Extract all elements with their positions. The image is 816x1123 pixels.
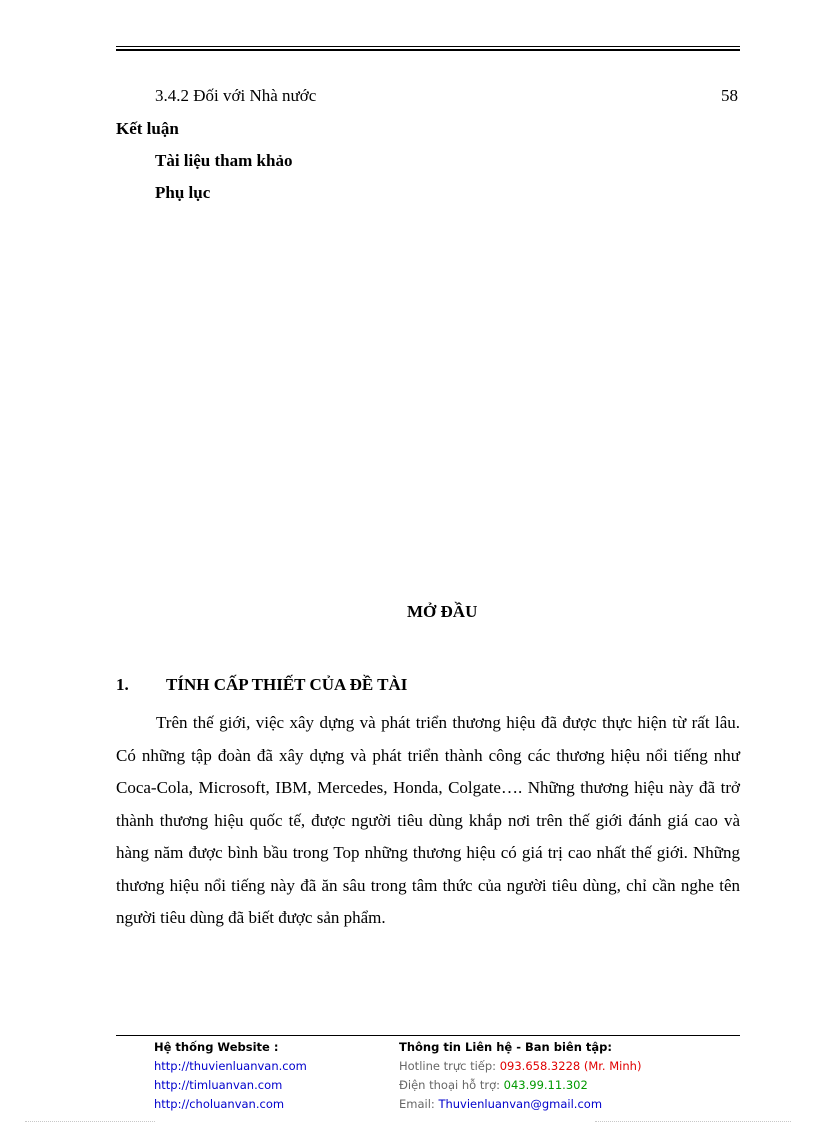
chapter-title: MỞ ĐẦU bbox=[407, 602, 478, 621]
footer-email bbox=[399, 1095, 641, 1114]
footer-websites bbox=[154, 1038, 307, 1114]
email-label: Email: bbox=[399, 1097, 439, 1111]
section-number: 1. bbox=[116, 675, 129, 694]
support-label: Điện thoại hỗ trợ: bbox=[399, 1078, 504, 1092]
toc-item-3-4-2 bbox=[155, 86, 316, 106]
email-link[interactable]: Thuvienluanvan@gmail.com bbox=[438, 1097, 603, 1111]
toc-appendix: Phụ lục bbox=[155, 183, 211, 202]
footer-hotline bbox=[399, 1057, 641, 1076]
section-title: TÍNH CẤP THIẾT CỦA ĐỀ TÀI bbox=[166, 675, 408, 694]
footer-contact-title: Thông tin Liên hệ - Ban biên tập: bbox=[399, 1040, 612, 1054]
footer-link[interactable]: http://thuvienluanvan.com bbox=[154, 1059, 307, 1073]
header-rule bbox=[116, 46, 740, 47]
toc-references: Tài liệu tham khảo bbox=[155, 151, 293, 170]
footer-websites-title: Hệ thống Website : bbox=[154, 1040, 279, 1054]
support-value: 043.99.11.302 bbox=[503, 1078, 588, 1092]
footer-link[interactable]: http://choluanvan.com bbox=[154, 1097, 285, 1111]
toc-conclusion: Kết luận bbox=[116, 119, 179, 138]
hotline-value: 093.658.3228 (Mr. Minh) bbox=[499, 1059, 642, 1073]
toc-item-label: 3.4.2 Đối với Nhà nước bbox=[155, 86, 317, 105]
footer-support bbox=[399, 1076, 641, 1095]
hotline-label: Hotline trực tiếp: bbox=[399, 1059, 500, 1073]
footer-contact bbox=[399, 1038, 641, 1114]
footer-link[interactable]: http://timluanvan.com bbox=[154, 1078, 283, 1092]
body-text bbox=[116, 707, 740, 935]
toc-item-page: 58 bbox=[721, 86, 738, 105]
body-paragraph: Trên thế giới, việc xây dựng và phát triển thương hiệu đã được thực hiện từ rất lâu. Có những tập đoàn đã xây dựng và phát triển thành công các thương hiệu nổi tiếng như Coca-Cola, Microsoft, IBM, Mercedes, Honda, Colgate…. Những thương hiệu này đã trở thành thương hiệu quốc tế, được người tiêu dùng khắp nơi trên thế giới đánh giá cao và hàng năm được bình bầu trong Top những thương hiệu có giá trị cao nhất thế giới. Những thương hiệu nổi tiếng này đã ăn sâu trong tâm thức của người tiêu dùng, chỉ cần nghe tên người tiêu dùng đã biết được sản phẩm. bbox=[116, 713, 740, 927]
header-rule-thick bbox=[116, 49, 740, 51]
footer-rule bbox=[116, 1035, 740, 1036]
